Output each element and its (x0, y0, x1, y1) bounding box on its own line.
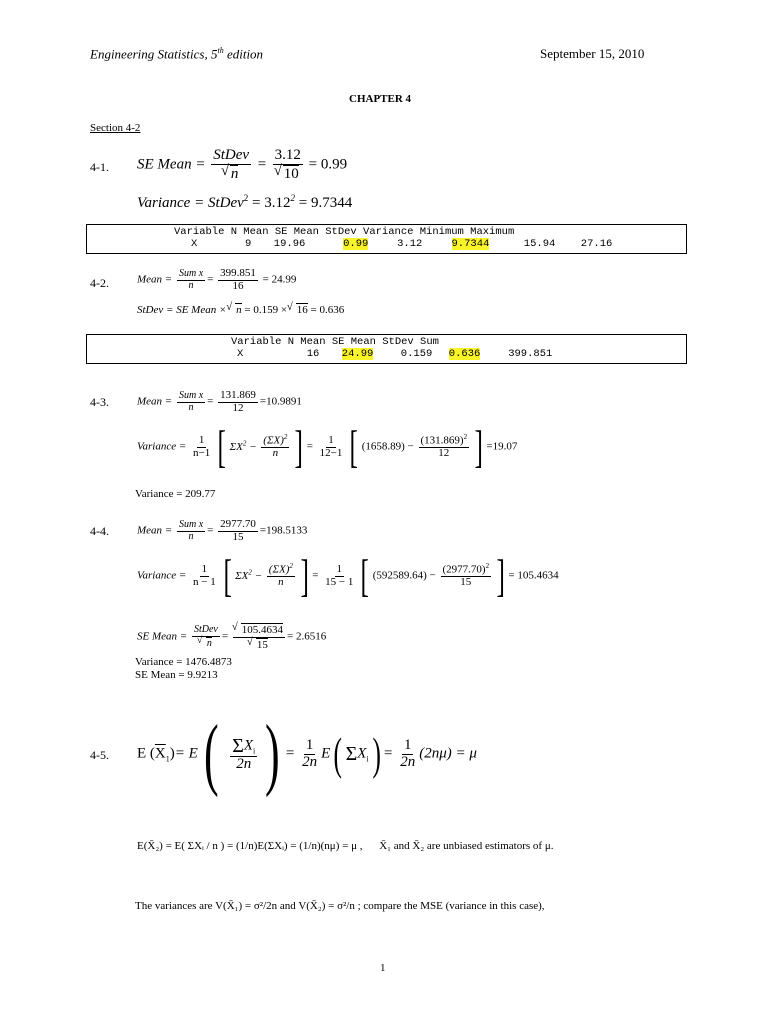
page-number: 1 (380, 962, 386, 974)
problem-number: 4-3. (90, 395, 109, 409)
variance-formula: Variance = $\frac{1}{n-1}$ [ $\Sigma X^2$ − $\frac{(\Sigma X)^2}{n}$ ] = $\frac{1}{12-1}$ [ (1658.89) − $\frac{(131.869)^2}{12}$ ] =19.07 (137, 421, 518, 472)
table-row: X 9 19.96 0.99 3.12 9.7344 15.94 27.16 (191, 238, 613, 250)
table-row: X 16 24.99 0.159 0.636 399.851 (237, 348, 553, 360)
se-mean-result: SE Mean = 9.9213 (135, 669, 218, 681)
highlight: 24.99 (341, 348, 374, 360)
highlight: 9.7344 (451, 238, 490, 250)
section-heading: Section 4-2 (90, 122, 141, 134)
highlight: 0.636 (448, 348, 481, 360)
se-mean-formula: SE Mean = StDev √ n = √ 105.4634 √ 15 = 2.6516 (137, 623, 326, 651)
problem-number: 4-1. (90, 160, 109, 174)
expectation-formula-1: E $(\overline{X}_1)= E$( $\frac{\Sigma X_i}{2n}$ ) = $\frac{1}{2n}$ E( $\Sigma X_i$) = $\frac{1}{2n}$ (2nμ) = μ (137, 710, 477, 798)
table-header: Variable N Mean SE Mean StDev Variance Minimum Maximum (174, 226, 515, 238)
expectation-formula-2: E(X̄₂) = E( ΣXᵢ / n ) = (1/n)E(ΣXᵢ) = (1/n)(nμ) = μ , X̄₁ and X̄₂ are unbiased estimators of μ. (137, 840, 554, 852)
problem-number: 4-5. (90, 748, 109, 762)
highlight: 0.99 (343, 238, 369, 250)
variance-comparison-text: The variances are V(X̄₁) = σ²/2n and V(X̄₂) = σ²/n ; compare the MSE (variance in this case), (135, 900, 545, 912)
mean-formula: Mean = $\frac{\text{Sum x}}{n}$ = $\frac{131.869}{12}$ =10.9891 (137, 389, 302, 414)
problem-number: 4-4. (90, 524, 109, 538)
problem-number: 4-2. (90, 276, 109, 290)
book-title: Engineering Statistics, 5th edition (90, 46, 264, 62)
chapter-heading: CHAPTER 4 (349, 93, 412, 105)
header-date: September 15, 2010 (540, 46, 645, 61)
variance-result: Variance = 1476.4873 (135, 656, 232, 668)
stdev-formula: StDev = SE Mean × √ n = 0.159 × √ 16 = 0.636 (137, 303, 344, 316)
se-mean-formula: SE Mean = StDev √ n = 3.12 √ 10 = 0.99 (137, 148, 347, 183)
mean-formula: Mean = $\frac{\text{Sum x}}{n}$ = $\frac{2977.70}{15}$ =198.5133 (137, 518, 308, 543)
variance-result: Variance = 209.77 (135, 488, 216, 500)
table-header: Variable N Mean SE Mean StDev Sum (231, 336, 439, 348)
variance-formula: Variance = StDev$^2$ = $3.12^2 = 9.7344$ (137, 193, 353, 211)
mean-formula: Mean = $\frac{\text{Sum x}}{n}$ = $\frac{399.851}{16}$ = 24.99 (137, 267, 297, 292)
variance-formula: Variance = $\frac{1}{n - 1}$ [ $\Sigma X^2$ − $\frac{(\Sigma X)^2}{n}$ ] = $\frac{1}{15 - 1}$ [ (592589.64) − $\frac{(2977.70)^2}{15}$ ] = 105.4634 (137, 550, 559, 601)
